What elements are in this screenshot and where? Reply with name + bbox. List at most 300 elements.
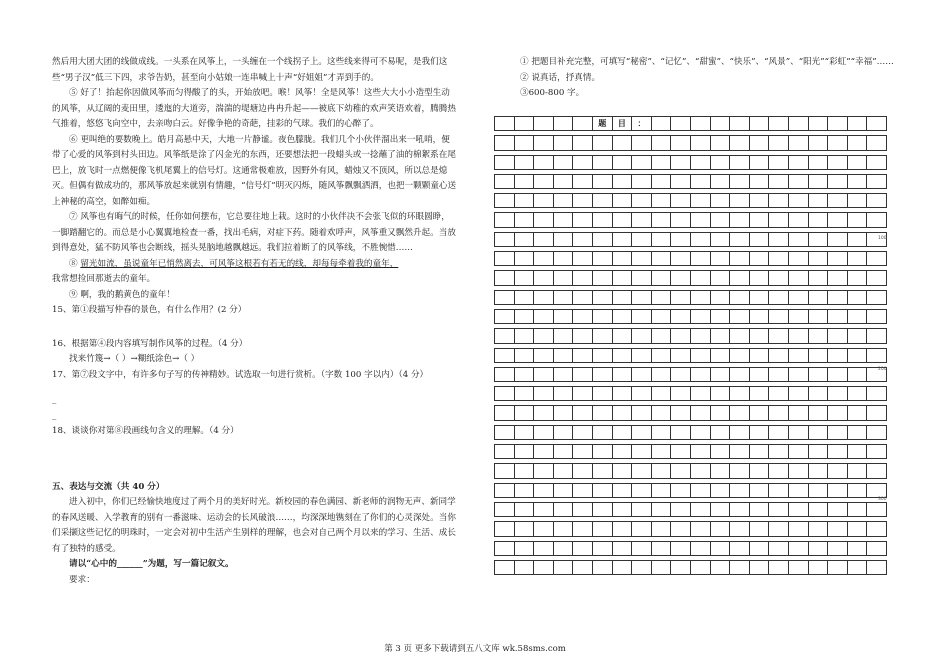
grid-cell[interactable] — [592, 464, 612, 478]
grid-cell[interactable] — [632, 483, 652, 497]
grid-cell[interactable] — [495, 155, 515, 169]
grid-cell[interactable] — [514, 445, 534, 459]
grid-cell[interactable] — [534, 502, 554, 516]
grid-cell[interactable] — [730, 174, 750, 188]
grid-cell[interactable] — [730, 483, 750, 497]
grid-cell[interactable] — [573, 483, 593, 497]
grid-cell[interactable] — [847, 464, 867, 478]
grid-cell[interactable] — [828, 213, 848, 227]
grid-cell[interactable] — [690, 560, 710, 574]
grid-cell[interactable] — [671, 464, 691, 478]
grid-cell[interactable] — [573, 387, 593, 401]
grid-cell[interactable] — [749, 174, 769, 188]
grid-cell[interactable] — [788, 502, 808, 516]
grid-cell[interactable] — [808, 387, 828, 401]
grid-cell[interactable] — [828, 483, 848, 497]
grid-cell[interactable] — [651, 445, 671, 459]
grid-cell[interactable] — [769, 560, 789, 574]
grid-cell[interactable] — [612, 560, 632, 574]
grid-cell[interactable] — [553, 560, 573, 574]
grid-cell[interactable] — [710, 522, 730, 536]
grid-cell[interactable] — [867, 136, 887, 150]
grid-cell[interactable] — [651, 309, 671, 323]
grid-cell[interactable] — [769, 309, 789, 323]
grid-cell[interactable] — [671, 232, 691, 246]
grid-cell[interactable] — [690, 522, 710, 536]
grid-cell[interactable] — [749, 464, 769, 478]
grid-cell[interactable] — [495, 271, 515, 285]
grid-cell[interactable] — [710, 483, 730, 497]
grid-cell[interactable] — [690, 387, 710, 401]
grid-cell[interactable] — [867, 309, 887, 323]
grid-cell[interactable] — [573, 560, 593, 574]
grid-cell[interactable] — [514, 483, 534, 497]
grid-cell[interactable] — [651, 194, 671, 208]
grid-cell[interactable] — [788, 194, 808, 208]
grid-cell[interactable] — [788, 117, 808, 131]
grid-cell[interactable] — [495, 213, 515, 227]
grid-cell[interactable] — [632, 348, 652, 362]
grid-cell[interactable] — [495, 174, 515, 188]
grid-cell[interactable] — [592, 213, 612, 227]
grid-cell[interactable] — [828, 522, 848, 536]
grid-cell[interactable] — [632, 464, 652, 478]
grid-cell[interactable] — [690, 194, 710, 208]
grid-cell[interactable] — [828, 406, 848, 420]
grid-cell[interactable] — [592, 522, 612, 536]
grid-cell[interactable] — [769, 271, 789, 285]
grid-cell[interactable] — [592, 232, 612, 246]
grid-cell[interactable] — [573, 117, 593, 131]
grid-cell[interactable] — [828, 387, 848, 401]
grid-cell[interactable] — [828, 329, 848, 343]
grid-cell[interactable] — [671, 541, 691, 555]
grid-cell[interactable] — [671, 155, 691, 169]
grid-cell[interactable] — [808, 483, 828, 497]
grid-cell[interactable] — [730, 252, 750, 266]
grid-cell[interactable] — [828, 271, 848, 285]
grid-cell[interactable] — [651, 406, 671, 420]
grid-cell[interactable] — [592, 541, 612, 555]
grid-cell[interactable] — [514, 136, 534, 150]
grid-cell[interactable] — [867, 348, 887, 362]
grid-cell[interactable] — [671, 406, 691, 420]
grid-cell[interactable] — [749, 232, 769, 246]
grid-cell[interactable] — [808, 560, 828, 574]
grid-cell[interactable] — [514, 329, 534, 343]
grid-cell[interactable] — [808, 213, 828, 227]
grid-cell[interactable] — [573, 541, 593, 555]
grid-cell[interactable] — [828, 425, 848, 439]
grid-cell[interactable] — [671, 425, 691, 439]
grid-cell[interactable] — [749, 483, 769, 497]
grid-cell[interactable] — [808, 290, 828, 304]
grid-cell[interactable] — [553, 329, 573, 343]
grid-cell[interactable] — [749, 367, 769, 381]
grid-cell[interactable] — [495, 406, 515, 420]
grid-cell[interactable] — [788, 329, 808, 343]
grid-cell[interactable] — [651, 560, 671, 574]
grid-cell[interactable] — [671, 483, 691, 497]
grid-cell[interactable] — [573, 367, 593, 381]
grid-cell[interactable] — [847, 194, 867, 208]
grid-cell[interactable] — [730, 464, 750, 478]
grid-cell[interactable] — [730, 406, 750, 420]
grid-cell[interactable] — [534, 445, 554, 459]
grid-cell[interactable] — [573, 329, 593, 343]
grid-cell[interactable] — [847, 560, 867, 574]
grid-cell[interactable] — [632, 213, 652, 227]
grid-cell[interactable] — [808, 117, 828, 131]
grid-cell[interactable] — [769, 425, 789, 439]
grid-cell[interactable] — [749, 309, 769, 323]
grid-cell[interactable] — [749, 425, 769, 439]
grid-cell[interactable] — [573, 425, 593, 439]
grid-cell[interactable] — [573, 406, 593, 420]
grid-cell[interactable] — [690, 309, 710, 323]
grid-cell[interactable] — [730, 367, 750, 381]
grid-cell[interactable] — [749, 117, 769, 131]
grid-cell[interactable] — [632, 541, 652, 555]
grid-cell[interactable] — [710, 174, 730, 188]
grid-cell[interactable] — [690, 252, 710, 266]
grid-cell[interactable] — [534, 136, 554, 150]
grid-cell[interactable] — [632, 560, 652, 574]
grid-cell[interactable] — [769, 194, 789, 208]
grid-cell[interactable] — [808, 174, 828, 188]
grid-cell[interactable] — [495, 425, 515, 439]
grid-cell[interactable] — [553, 425, 573, 439]
grid-cell[interactable] — [671, 502, 691, 516]
grid-cell[interactable] — [514, 406, 534, 420]
grid-cell[interactable] — [612, 213, 632, 227]
grid-cell[interactable] — [828, 194, 848, 208]
grid-cell[interactable] — [847, 213, 867, 227]
grid-cell[interactable] — [592, 309, 612, 323]
grid-cell[interactable] — [730, 425, 750, 439]
grid-cell[interactable] — [690, 406, 710, 420]
grid-cell[interactable] — [749, 445, 769, 459]
grid-cell[interactable] — [788, 309, 808, 323]
grid-cell[interactable] — [867, 194, 887, 208]
grid-cell[interactable] — [573, 232, 593, 246]
grid-cell[interactable] — [828, 560, 848, 574]
grid-cell[interactable] — [534, 155, 554, 169]
grid-cell[interactable] — [612, 522, 632, 536]
grid-cell[interactable] — [534, 522, 554, 536]
grid-cell[interactable] — [592, 425, 612, 439]
grid-cell[interactable] — [828, 174, 848, 188]
grid-cell[interactable] — [495, 194, 515, 208]
grid-cell[interactable] — [710, 464, 730, 478]
grid-cell[interactable] — [749, 136, 769, 150]
grid-cell[interactable] — [788, 560, 808, 574]
grid-cell[interactable] — [573, 290, 593, 304]
grid-cell[interactable] — [514, 425, 534, 439]
grid-cell[interactable] — [847, 502, 867, 516]
grid-cell[interactable] — [671, 445, 691, 459]
grid-cell[interactable] — [690, 541, 710, 555]
grid-cell[interactable] — [534, 483, 554, 497]
grid-cell[interactable] — [592, 502, 612, 516]
grid-cell[interactable] — [749, 522, 769, 536]
grid-cell[interactable] — [573, 136, 593, 150]
grid-cell[interactable] — [847, 329, 867, 343]
grid-cell[interactable] — [730, 387, 750, 401]
grid-cell[interactable] — [553, 194, 573, 208]
grid-cell[interactable] — [788, 541, 808, 555]
grid-cell[interactable] — [867, 445, 887, 459]
grid-cell[interactable] — [847, 387, 867, 401]
grid-cell[interactable] — [495, 290, 515, 304]
grid-cell[interactable] — [632, 445, 652, 459]
grid-cell[interactable] — [651, 155, 671, 169]
grid-cell[interactable] — [749, 213, 769, 227]
grid-cell[interactable] — [788, 290, 808, 304]
grid-cell[interactable] — [651, 117, 671, 131]
grid-cell[interactable] — [788, 522, 808, 536]
grid-cell[interactable] — [553, 232, 573, 246]
grid-cell[interactable] — [514, 290, 534, 304]
grid-cell[interactable] — [592, 483, 612, 497]
grid-cell[interactable] — [730, 541, 750, 555]
grid-cell[interactable] — [828, 541, 848, 555]
grid-cell[interactable] — [514, 367, 534, 381]
grid-cell[interactable] — [553, 155, 573, 169]
grid-cell[interactable] — [867, 271, 887, 285]
grid-cell[interactable] — [769, 502, 789, 516]
grid-cell[interactable] — [828, 445, 848, 459]
grid-cell[interactable] — [534, 406, 554, 420]
grid-cell[interactable] — [788, 387, 808, 401]
grid-cell[interactable] — [867, 155, 887, 169]
grid-cell[interactable] — [651, 174, 671, 188]
grid-cell[interactable] — [495, 309, 515, 323]
grid-cell[interactable] — [495, 522, 515, 536]
grid-cell[interactable] — [730, 348, 750, 362]
grid-cell[interactable] — [749, 348, 769, 362]
grid-cell[interactable] — [749, 271, 769, 285]
grid-cell[interactable] — [867, 174, 887, 188]
grid-cell[interactable] — [495, 502, 515, 516]
grid-cell[interactable] — [553, 213, 573, 227]
grid-cell[interactable] — [847, 174, 867, 188]
grid-cell[interactable] — [671, 194, 691, 208]
grid-cell[interactable] — [651, 387, 671, 401]
grid-cell[interactable] — [730, 232, 750, 246]
grid-cell[interactable] — [612, 502, 632, 516]
grid-cell[interactable] — [808, 252, 828, 266]
grid-cell[interactable] — [632, 406, 652, 420]
grid-cell[interactable] — [553, 464, 573, 478]
grid-cell[interactable] — [671, 213, 691, 227]
grid-cell[interactable] — [553, 522, 573, 536]
grid-cell[interactable] — [867, 329, 887, 343]
grid-cell[interactable] — [690, 174, 710, 188]
grid-cell[interactable] — [867, 541, 887, 555]
grid-cell[interactable] — [553, 445, 573, 459]
grid-cell[interactable] — [769, 406, 789, 420]
grid-cell[interactable] — [769, 329, 789, 343]
grid-cell[interactable] — [710, 194, 730, 208]
essay-grid[interactable] — [494, 116, 887, 575]
grid-cell[interactable] — [651, 367, 671, 381]
grid-cell[interactable] — [612, 348, 632, 362]
grid-cell[interactable] — [573, 252, 593, 266]
grid-cell[interactable] — [514, 309, 534, 323]
grid-cell[interactable] — [514, 522, 534, 536]
grid-cell[interactable] — [612, 483, 632, 497]
grid-cell[interactable] — [690, 502, 710, 516]
grid-cell[interactable] — [671, 348, 691, 362]
grid-cell[interactable] — [867, 560, 887, 574]
grid-cell[interactable] — [592, 252, 612, 266]
grid-cell[interactable] — [867, 387, 887, 401]
grid-cell[interactable] — [769, 232, 789, 246]
grid-cell[interactable] — [769, 117, 789, 131]
grid-cell[interactable] — [730, 309, 750, 323]
grid-cell[interactable] — [651, 541, 671, 555]
grid-cell[interactable] — [808, 502, 828, 516]
grid-cell[interactable] — [710, 290, 730, 304]
grid-cell[interactable] — [495, 367, 515, 381]
grid-cell[interactable] — [710, 425, 730, 439]
grid-cell[interactable] — [710, 406, 730, 420]
grid-cell[interactable] — [514, 464, 534, 478]
grid-cell[interactable] — [534, 329, 554, 343]
grid-cell[interactable] — [769, 483, 789, 497]
grid-cell[interactable] — [847, 445, 867, 459]
grid-cell[interactable] — [651, 329, 671, 343]
grid-cell[interactable] — [730, 560, 750, 574]
grid-cell[interactable] — [495, 483, 515, 497]
grid-title-char[interactable]: 目 — [612, 117, 632, 131]
grid-cell[interactable] — [671, 117, 691, 131]
grid-cell[interactable] — [710, 560, 730, 574]
grid-cell[interactable] — [534, 387, 554, 401]
grid-cell[interactable] — [710, 117, 730, 131]
grid-cell[interactable] — [534, 560, 554, 574]
grid-cell[interactable] — [808, 522, 828, 536]
grid-cell[interactable] — [592, 194, 612, 208]
grid-cell[interactable] — [573, 348, 593, 362]
grid-cell[interactable] — [553, 271, 573, 285]
grid-cell[interactable] — [671, 387, 691, 401]
grid-cell[interactable] — [867, 483, 887, 497]
grid-title-colon[interactable]: ： — [632, 117, 652, 131]
grid-cell[interactable] — [808, 425, 828, 439]
grid-cell[interactable] — [808, 155, 828, 169]
grid-cell[interactable] — [808, 329, 828, 343]
grid-cell[interactable] — [612, 252, 632, 266]
grid-cell[interactable] — [788, 464, 808, 478]
grid-cell[interactable] — [553, 502, 573, 516]
grid-cell[interactable] — [573, 213, 593, 227]
grid-cell[interactable] — [514, 271, 534, 285]
grid-cell[interactable] — [632, 174, 652, 188]
grid-cell[interactable] — [730, 445, 750, 459]
grid-cell[interactable] — [514, 348, 534, 362]
grid-cell[interactable] — [769, 367, 789, 381]
grid-cell[interactable] — [632, 329, 652, 343]
grid-cell[interactable] — [534, 464, 554, 478]
grid-cell[interactable] — [592, 560, 612, 574]
grid-cell[interactable] — [573, 194, 593, 208]
grid-cell[interactable] — [671, 329, 691, 343]
grid-cell[interactable] — [592, 387, 612, 401]
grid-cell[interactable] — [690, 329, 710, 343]
grid-cell[interactable] — [690, 348, 710, 362]
grid-cell[interactable] — [651, 252, 671, 266]
grid-cell[interactable] — [514, 174, 534, 188]
grid-cell[interactable] — [710, 367, 730, 381]
grid-cell[interactable] — [671, 271, 691, 285]
grid-cell[interactable] — [808, 367, 828, 381]
grid-cell[interactable] — [847, 232, 867, 246]
grid-title-char[interactable]: 题 — [592, 117, 612, 131]
grid-cell[interactable] — [553, 387, 573, 401]
grid-cell[interactable] — [514, 252, 534, 266]
grid-cell[interactable] — [553, 367, 573, 381]
grid-cell[interactable] — [514, 502, 534, 516]
grid-cell[interactable] — [730, 502, 750, 516]
grid-cell[interactable] — [788, 445, 808, 459]
grid-cell[interactable] — [592, 329, 612, 343]
grid-cell[interactable] — [808, 406, 828, 420]
grid-cell[interactable] — [847, 406, 867, 420]
grid-cell[interactable] — [749, 502, 769, 516]
grid-cell[interactable] — [651, 522, 671, 536]
grid-cell[interactable] — [710, 445, 730, 459]
grid-cell[interactable] — [867, 464, 887, 478]
grid-cell[interactable] — [553, 136, 573, 150]
grid-cell[interactable] — [788, 367, 808, 381]
grid-cell[interactable] — [671, 522, 691, 536]
grid-cell[interactable] — [612, 232, 632, 246]
grid-cell[interactable] — [710, 155, 730, 169]
grid-cell[interactable] — [651, 464, 671, 478]
grid-cell[interactable] — [690, 367, 710, 381]
grid-cell[interactable] — [671, 174, 691, 188]
grid-cell[interactable] — [749, 406, 769, 420]
grid-cell[interactable] — [553, 174, 573, 188]
grid-cell[interactable] — [612, 367, 632, 381]
grid-cell[interactable] — [495, 232, 515, 246]
grid-cell[interactable] — [495, 252, 515, 266]
grid-cell[interactable] — [632, 502, 652, 516]
grid-cell[interactable] — [749, 329, 769, 343]
grid-cell[interactable] — [828, 117, 848, 131]
grid-cell[interactable] — [612, 541, 632, 555]
grid-cell[interactable] — [847, 483, 867, 497]
grid-cell[interactable] — [671, 309, 691, 323]
grid-cell[interactable] — [749, 194, 769, 208]
grid-cell[interactable] — [592, 174, 612, 188]
grid-cell[interactable] — [788, 406, 808, 420]
grid-cell[interactable] — [730, 290, 750, 304]
grid-cell[interactable] — [690, 155, 710, 169]
grid-cell[interactable] — [690, 117, 710, 131]
grid-cell[interactable] — [612, 387, 632, 401]
grid-cell[interactable] — [612, 174, 632, 188]
grid-cell[interactable] — [769, 522, 789, 536]
grid-cell[interactable] — [788, 483, 808, 497]
grid-cell[interactable] — [632, 387, 652, 401]
grid-cell[interactable] — [534, 367, 554, 381]
grid-cell[interactable] — [534, 290, 554, 304]
grid-cell[interactable] — [710, 136, 730, 150]
grid-cell[interactable] — [573, 464, 593, 478]
